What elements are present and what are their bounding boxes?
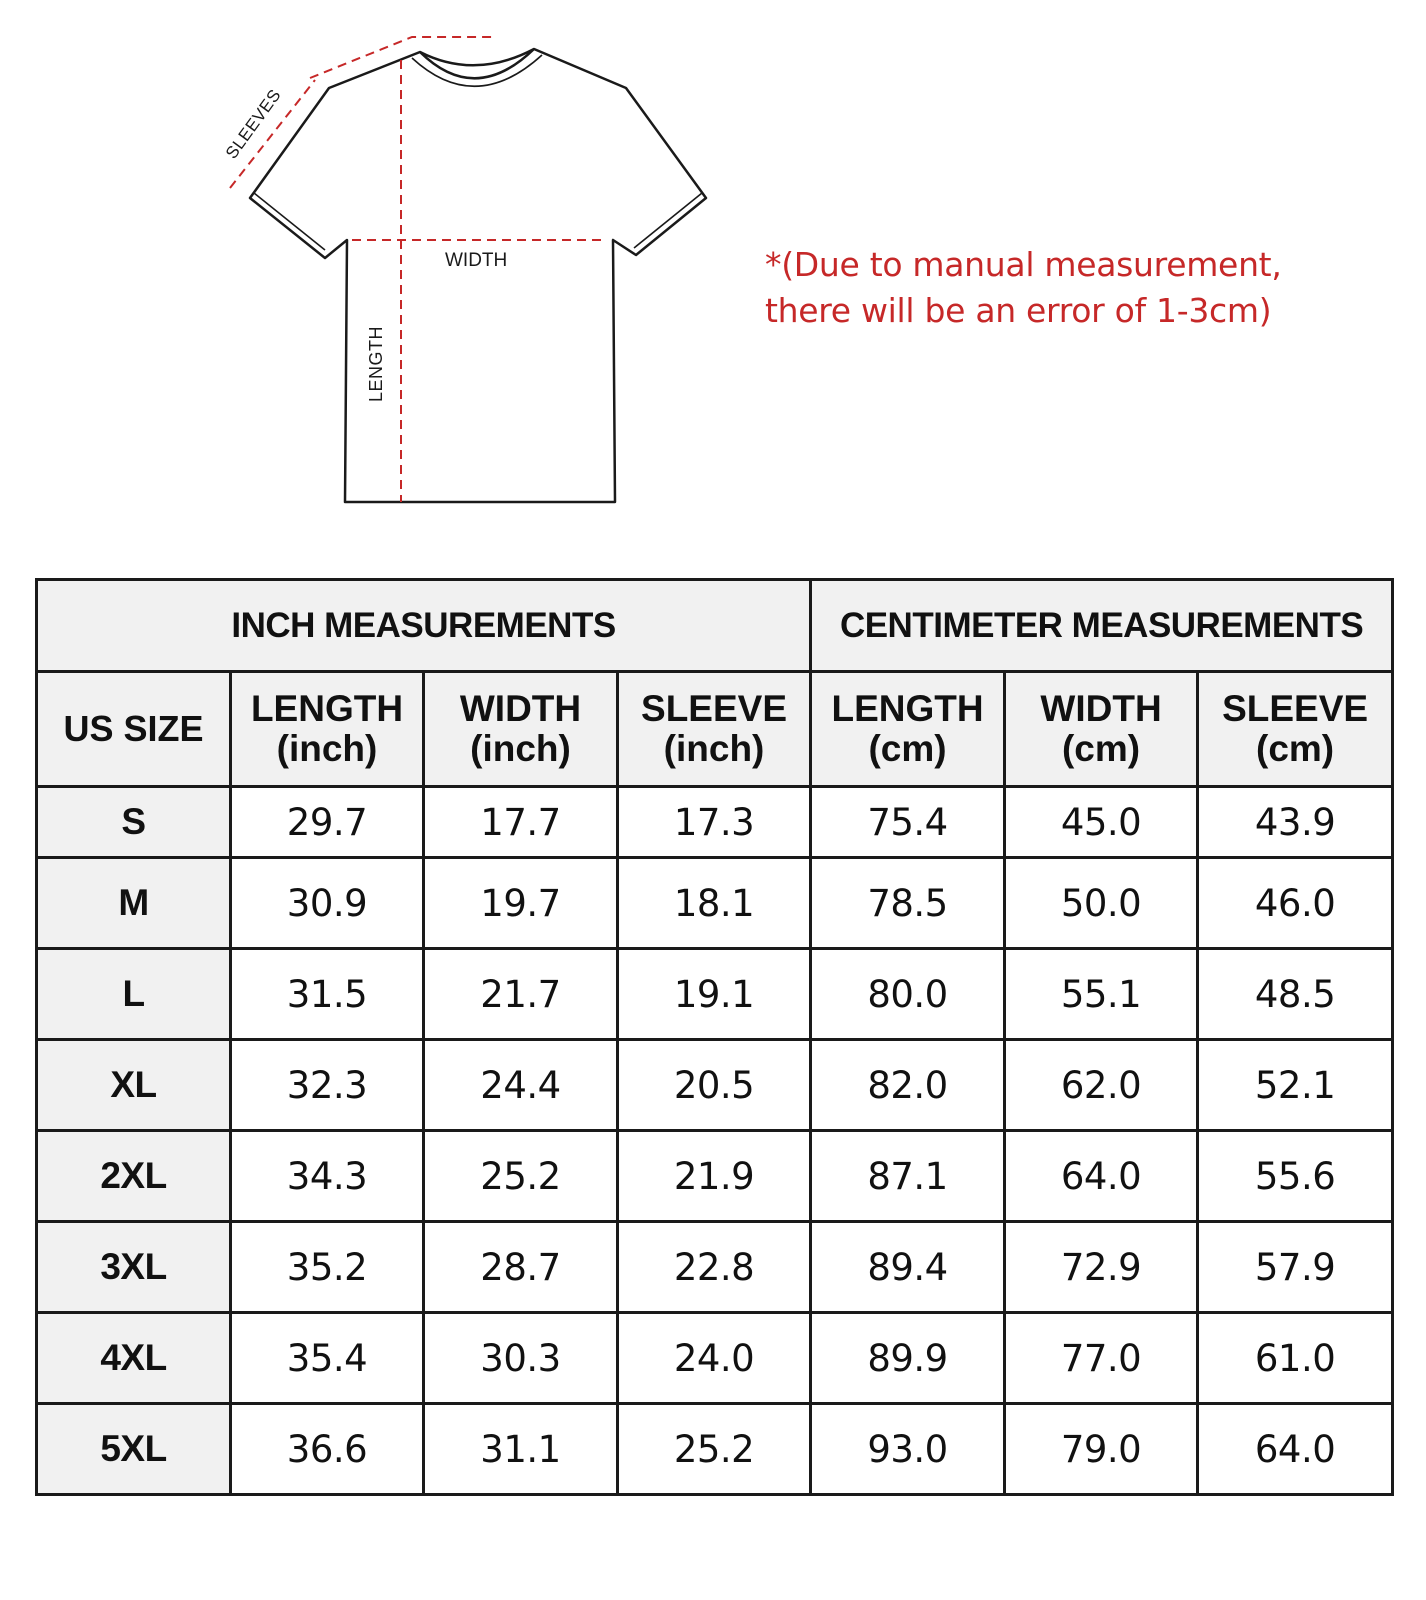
table-row — [37, 1040, 1393, 1131]
value-cell: 35.4 — [231, 1313, 424, 1404]
us-size-header: US SIZE — [37, 672, 231, 787]
table-row — [37, 1222, 1393, 1313]
column-unit: (inch) — [276, 728, 378, 769]
value-cell: 45.0 — [1005, 787, 1198, 858]
value-cell: 25.2 — [618, 1404, 811, 1495]
measure-lines — [230, 37, 605, 502]
size-cell: XL — [37, 1040, 231, 1131]
value-cell: 80.0 — [811, 949, 1005, 1040]
value-cell: 46.0 — [1198, 858, 1393, 949]
width-label: WIDTH — [445, 250, 508, 271]
column-name: SLEEVE — [1222, 688, 1369, 729]
value-cell: 30.9 — [231, 858, 424, 949]
value-cell: 25.2 — [424, 1131, 618, 1222]
column-unit: (cm) — [868, 728, 947, 769]
value-cell: 22.8 — [618, 1222, 811, 1313]
column-name: LENGTH — [831, 688, 984, 729]
column-header — [811, 672, 1005, 787]
column-header — [1198, 672, 1393, 787]
value-cell: 31.1 — [424, 1404, 618, 1495]
value-cell: 52.1 — [1198, 1040, 1393, 1131]
table-row — [37, 1404, 1393, 1495]
column-name: LENGTH — [250, 688, 404, 729]
size-cell: 2XL — [37, 1131, 231, 1222]
value-cell: 35.2 — [231, 1222, 424, 1313]
column-header — [618, 672, 811, 787]
value-cell: 89.9 — [811, 1313, 1005, 1404]
value-cell: 55.6 — [1198, 1131, 1393, 1222]
size-chart-table — [35, 578, 1394, 1496]
value-cell: 34.3 — [231, 1131, 424, 1222]
size-cell: M — [37, 858, 231, 949]
sleeves-label: SLEEVES — [221, 85, 285, 163]
column-header — [231, 672, 424, 787]
value-cell: 77.0 — [1005, 1313, 1198, 1404]
value-cell: 24.0 — [618, 1313, 811, 1404]
column-name: SLEEVE — [641, 688, 788, 729]
value-cell: 64.0 — [1198, 1404, 1393, 1495]
table-row — [37, 787, 1393, 858]
tshirt-outline — [250, 49, 706, 502]
table-row — [37, 1313, 1393, 1404]
value-cell: 19.7 — [424, 858, 618, 949]
column-unit: (cm) — [1061, 728, 1141, 769]
value-cell: 78.5 — [811, 858, 1005, 949]
size-cell: 4XL — [37, 1313, 231, 1404]
value-cell: 61.0 — [1198, 1313, 1393, 1404]
value-cell: 28.7 — [424, 1222, 618, 1313]
measurement-error-note — [765, 242, 1282, 334]
value-cell: 43.9 — [1198, 787, 1393, 858]
size-cell: L — [37, 949, 231, 1040]
column-name: WIDTH — [459, 688, 582, 729]
value-cell: 19.1 — [618, 949, 811, 1040]
value-cell: 79.0 — [1005, 1404, 1198, 1495]
value-cell: 17.7 — [424, 787, 618, 858]
value-cell: 29.7 — [231, 787, 424, 858]
column-header — [424, 672, 618, 787]
cm-measurements-header: CENTIMETER MEASUREMENTS — [811, 580, 1393, 672]
value-cell: 30.3 — [424, 1313, 618, 1404]
value-cell: 36.6 — [231, 1404, 424, 1495]
length-label: LENGTH — [366, 325, 386, 402]
value-cell: 31.5 — [231, 949, 424, 1040]
value-cell: 17.3 — [618, 787, 811, 858]
column-unit: (inch) — [470, 728, 571, 769]
value-cell: 50.0 — [1005, 858, 1198, 949]
value-cell: 87.1 — [811, 1131, 1005, 1222]
size-cell: 5XL — [37, 1404, 231, 1495]
value-cell: 20.5 — [618, 1040, 811, 1131]
table-row — [37, 949, 1393, 1040]
value-cell: 55.1 — [1005, 949, 1198, 1040]
value-cell: 24.4 — [424, 1040, 618, 1131]
inch-measurements-header: INCH MEASUREMENTS — [37, 580, 811, 672]
note-line-2: there will be an error of 1-3cm) — [765, 291, 1272, 330]
value-cell: 32.3 — [231, 1040, 424, 1131]
column-name: WIDTH — [1040, 688, 1162, 729]
value-cell: 82.0 — [811, 1040, 1005, 1131]
table-row — [37, 1131, 1393, 1222]
group-header-row — [37, 580, 1393, 672]
column-unit: (cm) — [1256, 728, 1335, 769]
size-cell: S — [37, 787, 231, 858]
value-cell: 64.0 — [1005, 1131, 1198, 1222]
value-cell: 75.4 — [811, 787, 1005, 858]
column-unit: (inch) — [663, 728, 765, 769]
value-cell: 72.9 — [1005, 1222, 1198, 1313]
size-rows — [37, 787, 1393, 1495]
value-cell: 93.0 — [811, 1404, 1005, 1495]
value-cell: 57.9 — [1198, 1222, 1393, 1313]
column-header-row — [37, 672, 1393, 787]
table-row — [37, 858, 1393, 949]
note-line-1: *(Due to manual measurement, — [765, 245, 1282, 284]
value-cell: 21.7 — [424, 949, 618, 1040]
value-cell: 21.9 — [618, 1131, 811, 1222]
value-cell: 89.4 — [811, 1222, 1005, 1313]
column-header — [1005, 672, 1198, 787]
value-cell: 62.0 — [1005, 1040, 1198, 1131]
value-cell: 48.5 — [1198, 949, 1393, 1040]
value-cell: 18.1 — [618, 858, 811, 949]
size-cell: 3XL — [37, 1222, 231, 1313]
